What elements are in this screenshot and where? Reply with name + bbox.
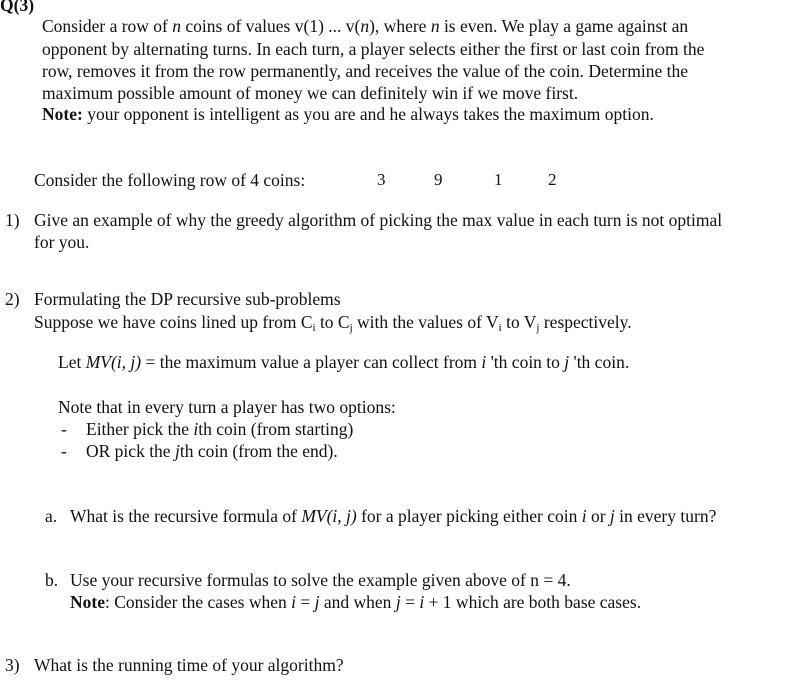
part1-line-1: Give an example of why the greedy algorithm of picking the max value in each turn is not optimal xyxy=(34,210,723,230)
note-label: Note: xyxy=(42,104,83,124)
part2b-label: b. xyxy=(45,570,59,590)
mv-definition: Let MV(i, j) = the maximum value a player can collect from i 'th coin to j 'th coin. xyxy=(58,352,630,372)
option-first-coin: Either pick the ith coin (from starting) xyxy=(86,419,354,439)
part3-number: 3) xyxy=(5,655,20,675)
intro-note: Note: your opponent is intelligent as you are and he always takes the maximum option. xyxy=(42,104,654,124)
example-label: Consider the following row of 4 coins: xyxy=(34,170,306,190)
option-last-coin: OR pick the jth coin (from the end). xyxy=(86,441,338,461)
part2a-label: a. xyxy=(45,506,58,526)
coin-value: 2 xyxy=(548,170,557,189)
bullet-dash: - xyxy=(61,419,67,439)
options-intro: Note that in every turn a player has two options: xyxy=(58,397,396,417)
intro-line-3: row, removes it from the row permanently, and receives the value of the coin. Determine the xyxy=(42,61,688,81)
question-number: Q(3) xyxy=(0,0,35,15)
coin-value: 1 xyxy=(494,170,503,189)
intro-line-1: Consider a row of n coins of values v(1) ... v(n), where n is even. We play a game against an xyxy=(42,16,689,36)
coin-value: 3 xyxy=(377,170,386,189)
part2-number: 2) xyxy=(5,289,20,309)
part3-text: What is the running time of your algorithm? xyxy=(34,655,344,675)
part1-number: 1) xyxy=(5,210,20,230)
part1-line-2: for you. xyxy=(34,232,90,252)
intro-line-2: opponent by alternating turns. In each turn, a player selects either the first or last coin from the xyxy=(42,39,705,59)
part2a-text: What is the recursive formula of MV(i, j) for a player picking either coin i or j in every turn? xyxy=(70,506,717,526)
part2b-note: Note: Consider the cases when i = j and when j = i + 1 which are both base cases. xyxy=(70,592,642,612)
coin-value: 9 xyxy=(434,170,443,189)
note-label: Note xyxy=(70,592,105,612)
part2-suppose: Suppose we have coins lined up from $C_i$ to $C_j$ with the values of $V_i$ to $V_j$ respectively. xyxy=(34,312,632,334)
intro-line-4: maximum possible amount of money we can definitely win if we move first. xyxy=(42,83,579,103)
part2-title: Formulating the DP recursive sub-problems xyxy=(34,289,341,309)
part2b-line-1: Use your recursive formulas to solve the example given above of n = 4. xyxy=(70,570,571,590)
bullet-dash: - xyxy=(61,441,67,461)
